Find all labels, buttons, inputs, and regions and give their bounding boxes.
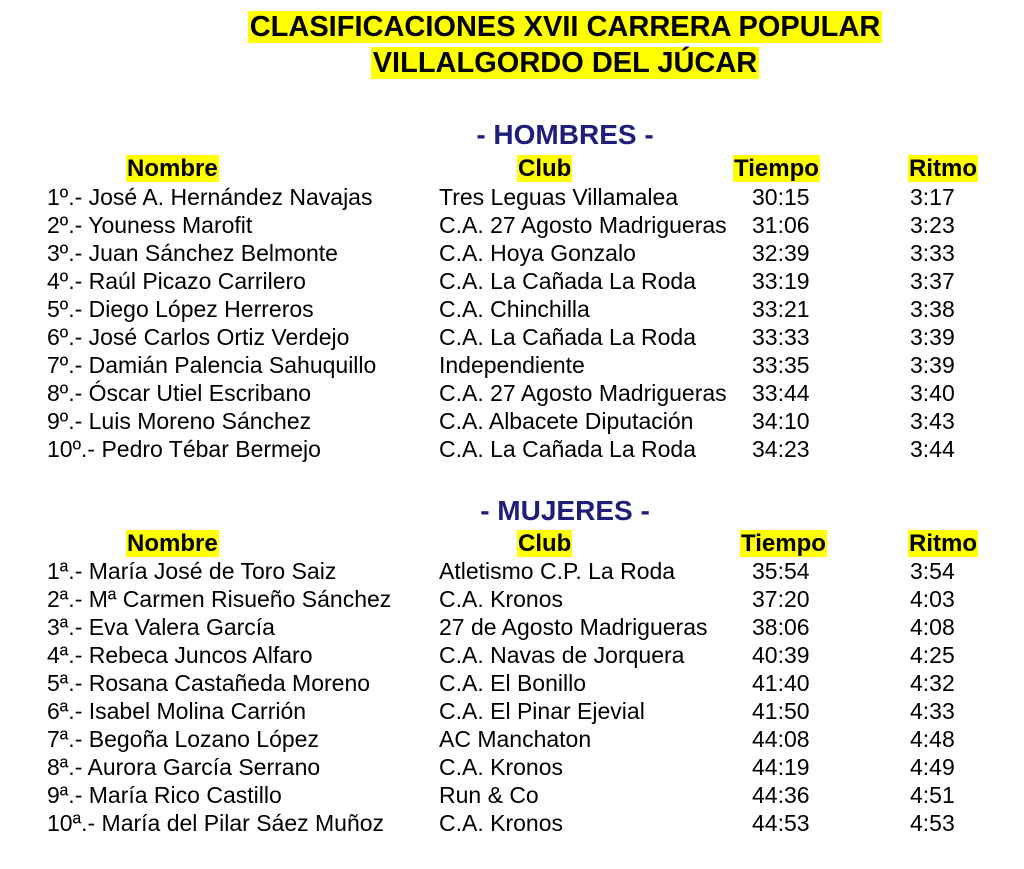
position: 7º.- xyxy=(47,352,83,378)
pace: 3:38 xyxy=(910,296,955,322)
table-row xyxy=(0,351,1024,379)
position: 5º.- xyxy=(47,296,83,322)
club-name: C.A. 27 Agosto Madrigueras xyxy=(439,212,727,238)
finish-time: 33:19 xyxy=(752,268,810,294)
table-row xyxy=(0,557,1024,585)
position: 9º.- xyxy=(47,408,83,434)
table-row xyxy=(0,183,1024,211)
runner-name: Luis Moreno Sánchez xyxy=(88,408,312,434)
runner-cell xyxy=(47,239,338,267)
position: 1ª.- xyxy=(47,558,83,584)
position: 9ª.- xyxy=(47,782,83,808)
position: 1º.- xyxy=(47,184,83,210)
club-name: 27 de Agosto Madrigueras xyxy=(439,614,708,640)
pace: 3:39 xyxy=(910,352,955,378)
runner-name: Rebeca Juncos Alfaro xyxy=(88,642,313,668)
position: 6ª.- xyxy=(47,698,83,724)
pace: 3:33 xyxy=(910,240,955,266)
finish-time: 32:39 xyxy=(752,240,810,266)
table-row xyxy=(0,725,1024,753)
women-heading: - MUJERES - xyxy=(480,495,650,526)
runner-cell xyxy=(47,435,321,463)
finish-time: 44:36 xyxy=(752,782,810,808)
runner-name: Begoña Lozano López xyxy=(88,726,319,752)
runner-name: Eva Valera García xyxy=(88,614,275,640)
runner-name: José Carlos Ortiz Verdejo xyxy=(88,324,350,350)
table-row xyxy=(0,323,1024,351)
men-col-time: Tiempo xyxy=(734,155,819,182)
pace: 4:03 xyxy=(910,586,955,612)
runner-cell xyxy=(47,725,319,753)
finish-time: 37:20 xyxy=(752,586,810,612)
position: 4ª.- xyxy=(47,642,83,668)
runner-cell xyxy=(47,669,370,697)
club-name: C.A. La Cañada La Roda xyxy=(439,324,697,350)
club-name: Run & Co xyxy=(439,782,539,808)
club-name: C.A. Kronos xyxy=(439,754,563,780)
position: 8ª.- xyxy=(47,754,83,780)
finish-time: 44:53 xyxy=(752,810,810,836)
runner-name: Raúl Picazo Carrilero xyxy=(88,268,306,294)
runner-cell xyxy=(47,379,311,407)
table-row xyxy=(0,379,1024,407)
runner-name: Damián Palencia Sahuquillo xyxy=(88,352,377,378)
club-name: C.A. Kronos xyxy=(439,586,563,612)
runner-name: Pedro Tébar Bermejo xyxy=(101,436,321,462)
runner-name: María José de Toro Saiz xyxy=(88,558,337,584)
table-row xyxy=(0,641,1024,669)
runner-cell xyxy=(47,585,391,613)
club-name: C.A. La Cañada La Roda xyxy=(439,268,697,294)
pace: 3:44 xyxy=(910,436,955,462)
club-name: C.A. Hoya Gonzalo xyxy=(439,240,636,266)
runner-name: José A. Hernández Navajas xyxy=(88,184,373,210)
finish-time: 41:40 xyxy=(752,670,810,696)
position: 2º.- xyxy=(47,212,83,238)
table-row xyxy=(0,239,1024,267)
finish-time: 30:15 xyxy=(752,184,810,210)
runner-cell xyxy=(47,809,384,837)
title-line-1: CLASIFICACIONES XVII CARRERA POPULAR xyxy=(249,11,881,43)
position: 8º.- xyxy=(47,380,83,406)
pace: 4:33 xyxy=(910,698,955,724)
pace: 4:08 xyxy=(910,614,955,640)
table-row xyxy=(0,211,1024,239)
runner-name: María Rico Castillo xyxy=(88,782,282,808)
runner-cell xyxy=(47,641,313,669)
men-heading: - HOMBRES - xyxy=(476,119,654,150)
runner-cell xyxy=(47,697,306,725)
pace: 3:43 xyxy=(910,408,955,434)
runner-cell xyxy=(47,753,320,781)
position: 2ª.- xyxy=(47,586,83,612)
club-name: C.A. El Pinar Ejevial xyxy=(439,698,645,724)
pace: 4:48 xyxy=(910,726,955,752)
club-name: AC Manchaton xyxy=(439,726,592,752)
table-row xyxy=(0,585,1024,613)
finish-time: 40:39 xyxy=(752,642,810,668)
pace: 4:25 xyxy=(910,642,955,668)
table-row xyxy=(0,669,1024,697)
runner-name: Juan Sánchez Belmonte xyxy=(88,240,338,266)
club-name: C.A. Navas de Jorquera xyxy=(439,642,685,668)
position: 6º.- xyxy=(47,324,83,350)
runner-name: María del Pilar Sáez Muñoz xyxy=(101,810,385,836)
finish-time: 35:54 xyxy=(752,558,810,584)
pace: 4:32 xyxy=(910,670,955,696)
finish-time: 33:35 xyxy=(752,352,810,378)
table-row xyxy=(0,809,1024,837)
position: 4º.- xyxy=(47,268,83,294)
runner-cell xyxy=(47,407,311,435)
runner-name: Mª Carmen Risueño Sánchez xyxy=(88,586,392,612)
runner-name: Isabel Molina Carrión xyxy=(88,698,307,724)
position: 3º.- xyxy=(47,240,83,266)
table-row xyxy=(0,407,1024,435)
position: 3ª.- xyxy=(47,614,83,640)
finish-time: 33:33 xyxy=(752,324,810,350)
title-line-2: VILLALGORDO DEL JÚCAR xyxy=(372,47,758,79)
women-col-time: Tiempo xyxy=(741,530,826,557)
pace: 3:23 xyxy=(910,212,955,238)
club-name: C.A. La Cañada La Roda xyxy=(439,436,697,462)
runner-cell xyxy=(47,351,376,379)
position: 7ª.- xyxy=(47,726,83,752)
runner-name: Rosana Castañeda Moreno xyxy=(88,670,371,696)
pace: 4:51 xyxy=(910,782,955,808)
runner-cell xyxy=(47,267,306,295)
runner-cell xyxy=(47,183,372,211)
finish-time: 38:06 xyxy=(752,614,810,640)
finish-time: 34:23 xyxy=(752,436,810,462)
finish-time: 34:10 xyxy=(752,408,810,434)
finish-time: 31:06 xyxy=(752,212,810,238)
women-col-club: Club xyxy=(518,530,572,557)
club-name: C.A. Kronos xyxy=(439,810,563,836)
men-col-pace: Ritmo xyxy=(909,155,977,182)
pace: 3:54 xyxy=(910,558,955,584)
runner-cell xyxy=(47,613,275,641)
finish-time: 41:50 xyxy=(752,698,810,724)
pace: 3:17 xyxy=(910,184,955,210)
position: 10º.- xyxy=(47,436,96,462)
men-col-name: Nombre xyxy=(127,155,218,182)
club-name: C.A. 27 Agosto Madrigueras xyxy=(439,380,727,406)
runner-cell xyxy=(47,781,282,809)
pace: 3:39 xyxy=(910,324,955,350)
runner-cell xyxy=(47,211,252,239)
women-col-pace: Ritmo xyxy=(909,530,977,557)
finish-time: 33:44 xyxy=(752,380,810,406)
runner-name: Diego López Herreros xyxy=(88,296,314,322)
table-row xyxy=(0,435,1024,463)
club-name: C.A. Chinchilla xyxy=(439,296,590,322)
table-row xyxy=(0,267,1024,295)
table-row xyxy=(0,753,1024,781)
runner-cell xyxy=(47,295,314,323)
position: 10ª.- xyxy=(47,810,96,836)
pace: 4:53 xyxy=(910,810,955,836)
finish-time: 44:08 xyxy=(752,726,810,752)
club-name: C.A. Albacete Diputación xyxy=(439,408,694,434)
club-name: C.A. El Bonillo xyxy=(439,670,587,696)
runner-name: Óscar Utiel Escribano xyxy=(88,380,312,406)
pace: 4:49 xyxy=(910,754,955,780)
runner-cell xyxy=(47,323,349,351)
club-name: Tres Leguas Villamalea xyxy=(439,184,679,210)
finish-time: 33:21 xyxy=(752,296,810,322)
table-row xyxy=(0,781,1024,809)
club-name: Independiente xyxy=(439,352,585,378)
table-row xyxy=(0,697,1024,725)
runner-name: Youness Marofit xyxy=(88,212,253,238)
pace: 3:40 xyxy=(910,380,955,406)
finish-time: 44:19 xyxy=(752,754,810,780)
women-col-name: Nombre xyxy=(127,530,218,557)
table-row xyxy=(0,613,1024,641)
runner-name: Aurora García Serrano xyxy=(87,754,321,780)
men-col-club: Club xyxy=(518,155,572,182)
club-name: Atletismo C.P. La Roda xyxy=(439,558,676,584)
table-row xyxy=(0,295,1024,323)
pace: 3:37 xyxy=(910,268,955,294)
position: 5ª.- xyxy=(47,670,83,696)
runner-cell xyxy=(47,557,336,585)
